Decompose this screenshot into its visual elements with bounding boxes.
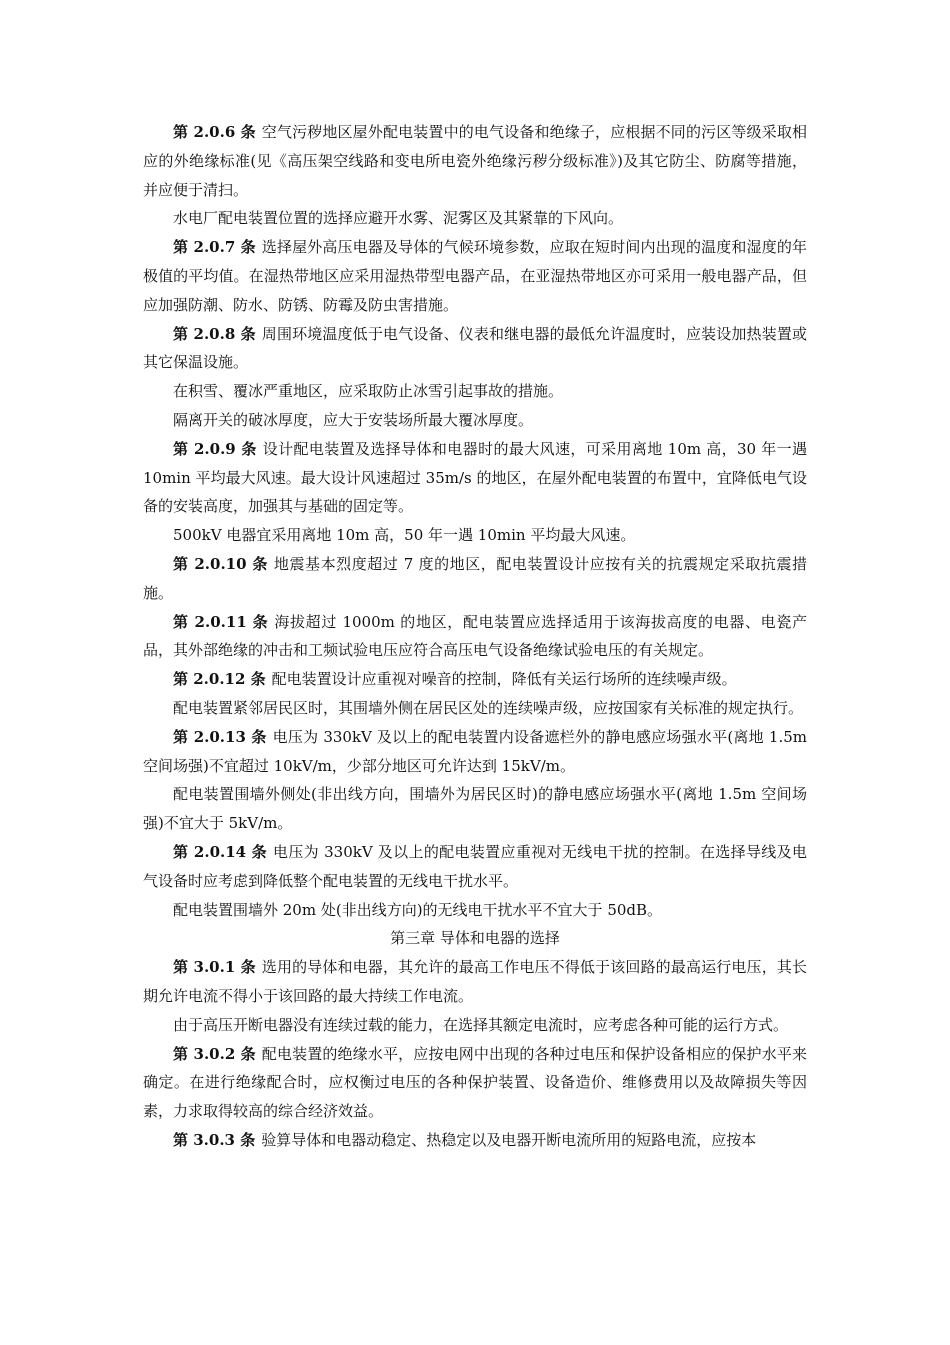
clause-paragraph	[143, 694, 807, 723]
clause-text: 由于高压开断电器没有连续过载的能力，在选择其额定电流时，应考虑各种可能的运行方式。	[173, 1015, 789, 1034]
clause-paragraph	[143, 521, 807, 550]
clause-text: 周围环境温度低于电气设备、仪表和继电器的最低允许温度时，应装设加热装置或其它保温设施。	[143, 324, 807, 372]
clause-label: 第 2.0.13 条	[173, 727, 267, 746]
clause-label: 第 3.0.1 条	[173, 958, 256, 977]
clause-text: 选用的导体和电器，其允许的最高工作电压不得低于该回路的最高运行电压，其长期允许电流不得小于该回路的最大持续工作电流。	[143, 958, 807, 1005]
clause-paragraph	[143, 406, 807, 435]
clause-text: 配电装置紧邻居民区时，其围墙外侧在居民区处的连续噪声级，应按国家有关标准的规定执行。	[173, 698, 804, 717]
clause-text: 设计配电装置及选择导体和电器时的最大风速，可采用离地 10m 高，30 年一遇 10min 平均最大风速。最大设计风速超过 35m/s 的地区，在屋外配电装置的布置中，宜降低电气设备的安装高度，加强其与基础的固定等。	[143, 439, 807, 516]
clause-text: 海拔超过 1000m 的地区，配电装置应选择适用于该海拔高度的电器、电瓷产品，其外部绝缘的冲击和工频试验电压应符合高压电气设备绝缘试验电压的有关规定。	[143, 612, 808, 660]
clause-text: 电压为 330kV 及以上的配电装置应重视对无线电干扰的控制。在选择导线及电气设备时应考虑到降低整个配电装置的无线电干扰水平。	[143, 842, 807, 890]
clause-paragraph	[143, 780, 807, 838]
clause-paragraph	[143, 118, 807, 204]
clause-text: 电压为 330kV 及以上的配电装置内设备遮栏外的静电感应场强水平(离地 1.5m 空间场强)不宜超过 10kV/m，少部分地区可允许达到 15kV/m。	[143, 727, 807, 775]
clause-text: 配电装置围墙外侧处(非出线方向，围墙外为居民区时)的静电感应场强水平(离地 1.5m 空间场强)不宜大于 5kV/m。	[143, 785, 807, 833]
clause-paragraph	[143, 953, 807, 1011]
clause-paragraph	[143, 233, 807, 319]
clause-paragraph	[143, 723, 807, 781]
clause-text: 500kV 电器宜采用离地 10m 高，50 年一遇 10min 平均最大风速。	[173, 526, 636, 545]
clause-paragraph	[143, 608, 807, 666]
clause-label: 第 2.0.6 条	[173, 123, 256, 141]
clause-paragraph	[143, 320, 807, 378]
clause-label: 第 2.0.8 条	[173, 324, 256, 343]
clause-label: 第 2.0.10 条	[173, 554, 268, 573]
clause-label: 第 2.0.14 条	[173, 842, 267, 861]
clause-paragraph	[143, 838, 807, 896]
clause-paragraph	[143, 1040, 807, 1126]
clause-paragraph	[143, 1011, 807, 1040]
clause-label: 第 2.0.12 条	[173, 670, 266, 689]
document-body	[143, 118, 807, 1155]
clause-text: 验算导体和电器动稳定、热稳定以及电器开断电流所用的短路电流，应按本	[261, 1130, 757, 1149]
clause-text: 配电装置围墙外 20m 处(非出线方向)的无线电干扰水平不宜大于 50dB。	[173, 900, 663, 919]
clause-paragraph	[143, 550, 807, 608]
clause-text: 水电厂配电装置位置的选择应避开水雾、泥雾区及其紧靠的下风向。	[173, 209, 624, 228]
clause-label: 第 2.0.7 条	[173, 238, 256, 257]
clause-paragraph	[143, 435, 807, 521]
clause-text: 空气污秽地区屋外配电装置中的电气设备和绝缘子，应根据不同的污区等级采取相应的外绝缘标准(见《高压架空线路和变电所电瓷外绝缘污秽分级标准》)及其它防尘、防腐等措施，并应便于清扫。	[143, 123, 807, 199]
clause-paragraph	[143, 204, 807, 233]
clause-label: 第 3.0.3 条	[173, 1130, 256, 1149]
clause-text: 在积雪、覆冰严重地区，应采取防止冰雪引起事故的措施。	[173, 382, 564, 401]
clause-paragraph	[143, 1126, 807, 1155]
clause-paragraph	[143, 665, 807, 694]
clause-text: 地震基本烈度超过 7 度的地区，配电装置设计应按有关的抗震规定采取抗震措施。	[143, 554, 808, 602]
clause-paragraph	[143, 377, 807, 406]
clause-text: 配电装置设计应重视对噪音的控制，降低有关运行场所的连续噪声级。	[271, 670, 737, 689]
clause-text: 配电装置的绝缘水平，应按电网中出现的各种过电压和保护设备相应的保护水平来确定。在进行绝缘配合时，应权衡过电压的各种保护装置、设备造价、维修费用以及故障损失等因素，力求取得较高的综合经济效益。	[143, 1044, 807, 1121]
clause-text: 隔离开关的破冰厚度，应大于安装场所最大覆冰厚度。	[173, 410, 534, 429]
clause-label: 第 2.0.11 条	[173, 612, 269, 631]
clause-label: 第 3.0.2 条	[173, 1044, 256, 1063]
clause-label: 第 2.0.9 条	[173, 439, 257, 458]
chapter-title: 第三章 导体和电器的选择	[390, 929, 560, 948]
clause-text: 选择屋外高压电器及导体的气候环境参数，应取在短时间内出现的温度和湿度的年极值的平均值。在湿热带地区应采用湿热带型电器产品，在亚湿热带地区亦可采用一般电器产品，但应加强防潮、防水、防锈、防霉及防虫害措施。	[143, 238, 807, 314]
clause-paragraph	[143, 896, 807, 925]
